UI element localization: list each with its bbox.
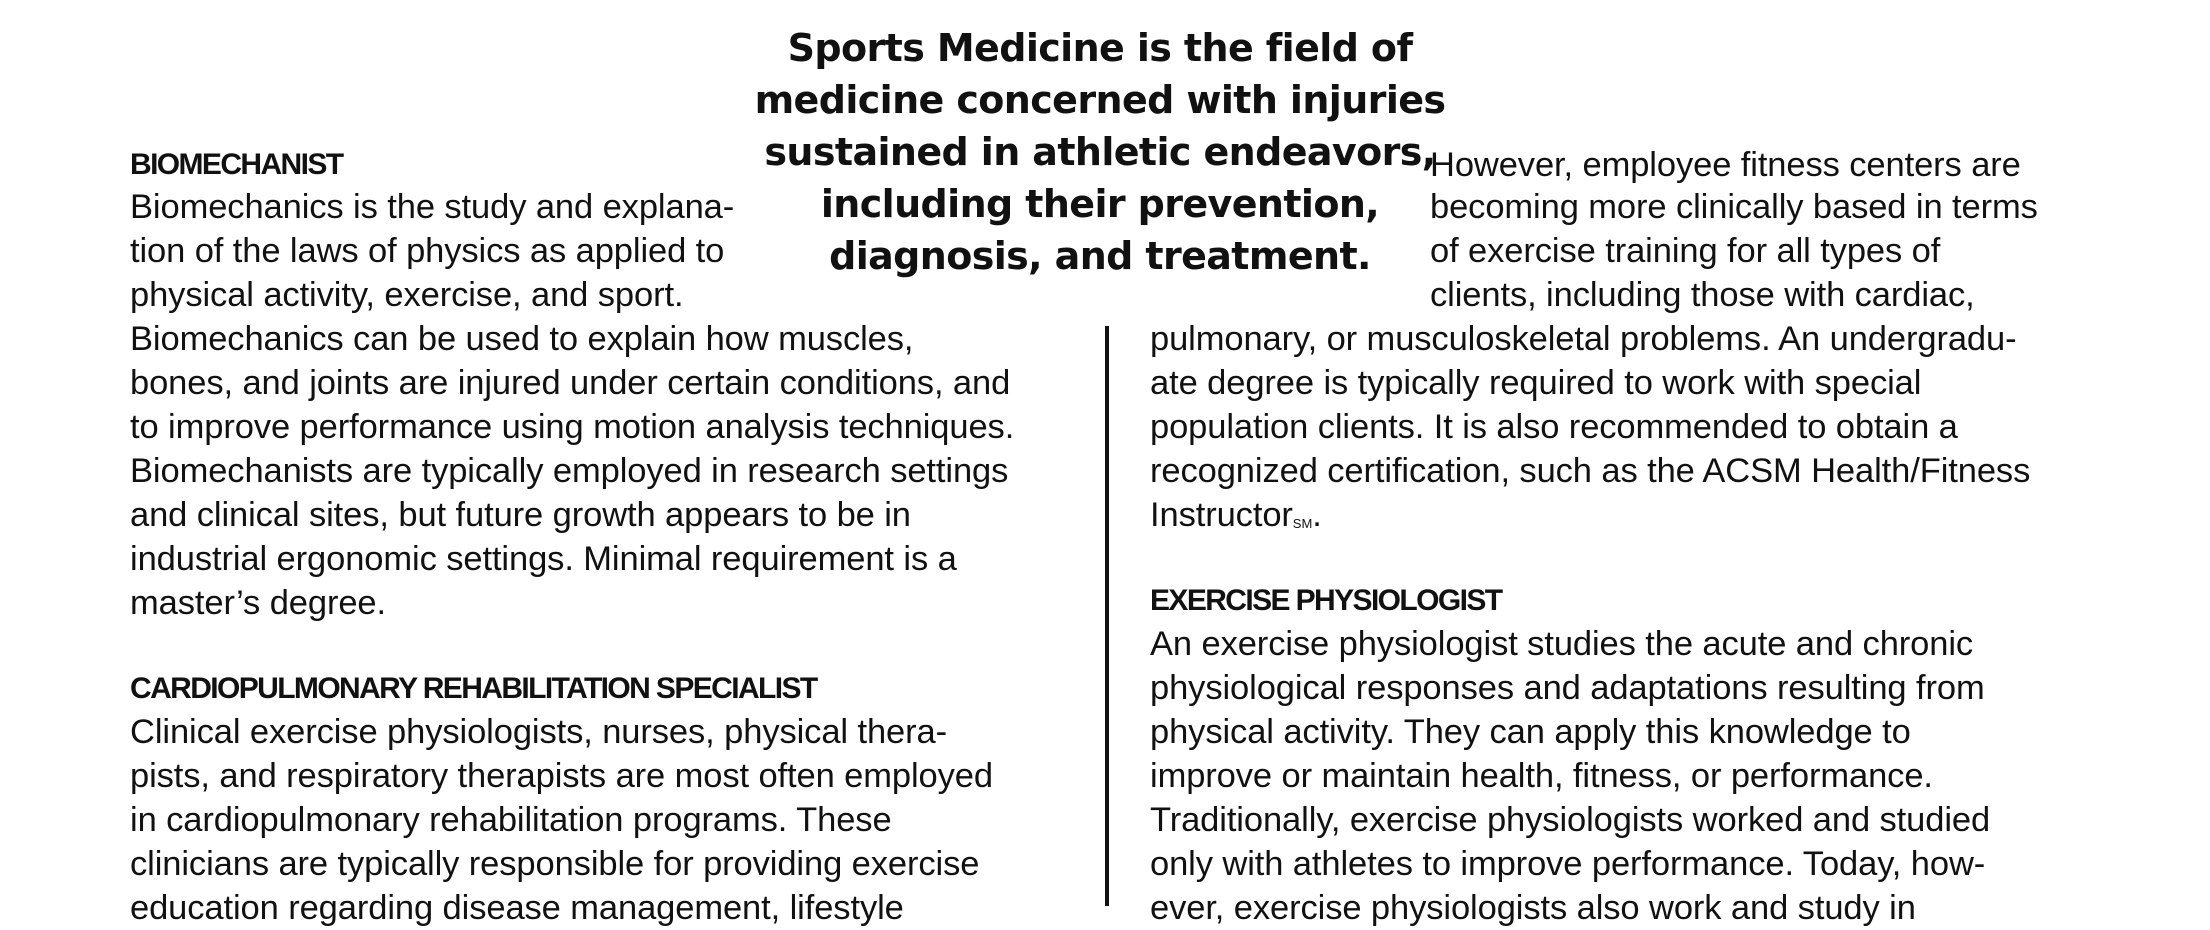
body-line: An exercise physiologist studies the acute and chronic xyxy=(1150,625,1974,663)
body-line: industrial ergonomic settings. Minimal requirement is a xyxy=(130,540,957,578)
body-line: population clients. It is also recommended to obtain a xyxy=(1150,408,1958,446)
body-line: Traditionally, exercise physiologists worked and studied xyxy=(1150,801,1991,839)
body-line: ate degree is typically required to work with special xyxy=(1150,364,1922,402)
body-line: Biomechanists are typically employed in research settings xyxy=(130,452,1009,490)
body-line: recognized certification, such as the ACSM Health/Fitness xyxy=(1150,452,2031,490)
section-heading-exercise-physiologist: EXERCISE PHYSIOLOGIST xyxy=(1150,584,1502,617)
body-line: physical activity, exercise, and sport. xyxy=(130,276,684,314)
section-heading-cardiopulmonary: CARDIOPULMONARY REHABILITATION SPECIALIST xyxy=(130,672,817,705)
body-line: Biomechanics is the study and explana- xyxy=(130,188,735,226)
service-mark: SM xyxy=(1292,516,1313,531)
section-heading-biomechanist: BIOMECHANIST xyxy=(130,148,343,181)
body-line: clinicians are typically responsible for providing exercise xyxy=(130,845,980,883)
body-line: bones, and joints are injured under certain conditions, and xyxy=(130,364,1011,402)
body-line: clients, including those with cardiac, xyxy=(1430,276,1975,314)
body-line-instructor xyxy=(1150,493,1322,546)
body-line: pulmonary, or musculoskeletal problems. An undergradu- xyxy=(1150,320,2017,358)
body-line: physical activity. They can apply this knowledge to xyxy=(1150,713,1911,751)
pull-quote-line: including their prevention, xyxy=(820,182,1380,226)
body-line: to improve performance using motion analysis techniques. xyxy=(130,408,1015,446)
body-line: However, employee fitness centers are xyxy=(1430,146,2021,184)
pull-quote-line: medicine concerned with injuries xyxy=(754,78,1446,122)
body-line: Clinical exercise physiologists, nurses, physical thera- xyxy=(130,713,947,751)
body-line: master’s degree. xyxy=(130,584,387,622)
body-line: only with athletes to improve performance. Today, how- xyxy=(1150,845,1986,883)
instructor-period: . xyxy=(1312,496,1322,534)
pull-quote-line: diagnosis, and treatment. xyxy=(829,234,1371,278)
body-line: ever, exercise physiologists also work and study in xyxy=(1150,889,1916,927)
body-line: education regarding disease management, lifestyle xyxy=(130,889,904,927)
body-line: in cardiopulmonary rehabilitation programs. These xyxy=(130,801,892,839)
body-line: tion of the laws of physics as applied to xyxy=(130,232,725,270)
body-line: and clinical sites, but future growth appears to be in xyxy=(130,496,911,534)
body-line: of exercise training for all types of xyxy=(1430,232,1941,270)
pull-quote-line: Sports Medicine is the field of xyxy=(787,26,1413,70)
body-line: improve or maintain health, fitness, or performance. xyxy=(1150,757,1933,795)
instructor-text: Instructor xyxy=(1150,496,1293,534)
body-line: Biomechanics can be used to explain how muscles, xyxy=(130,320,914,358)
pull-quote-line: sustained in athletic endeavors, xyxy=(764,130,1436,174)
body-line: pists, and respiratory therapists are most often employed xyxy=(130,757,993,795)
body-line: becoming more clinically based in terms xyxy=(1430,188,2038,226)
body-line: physiological responses and adaptations resulting from xyxy=(1150,669,1985,707)
column-divider xyxy=(1105,326,1109,906)
